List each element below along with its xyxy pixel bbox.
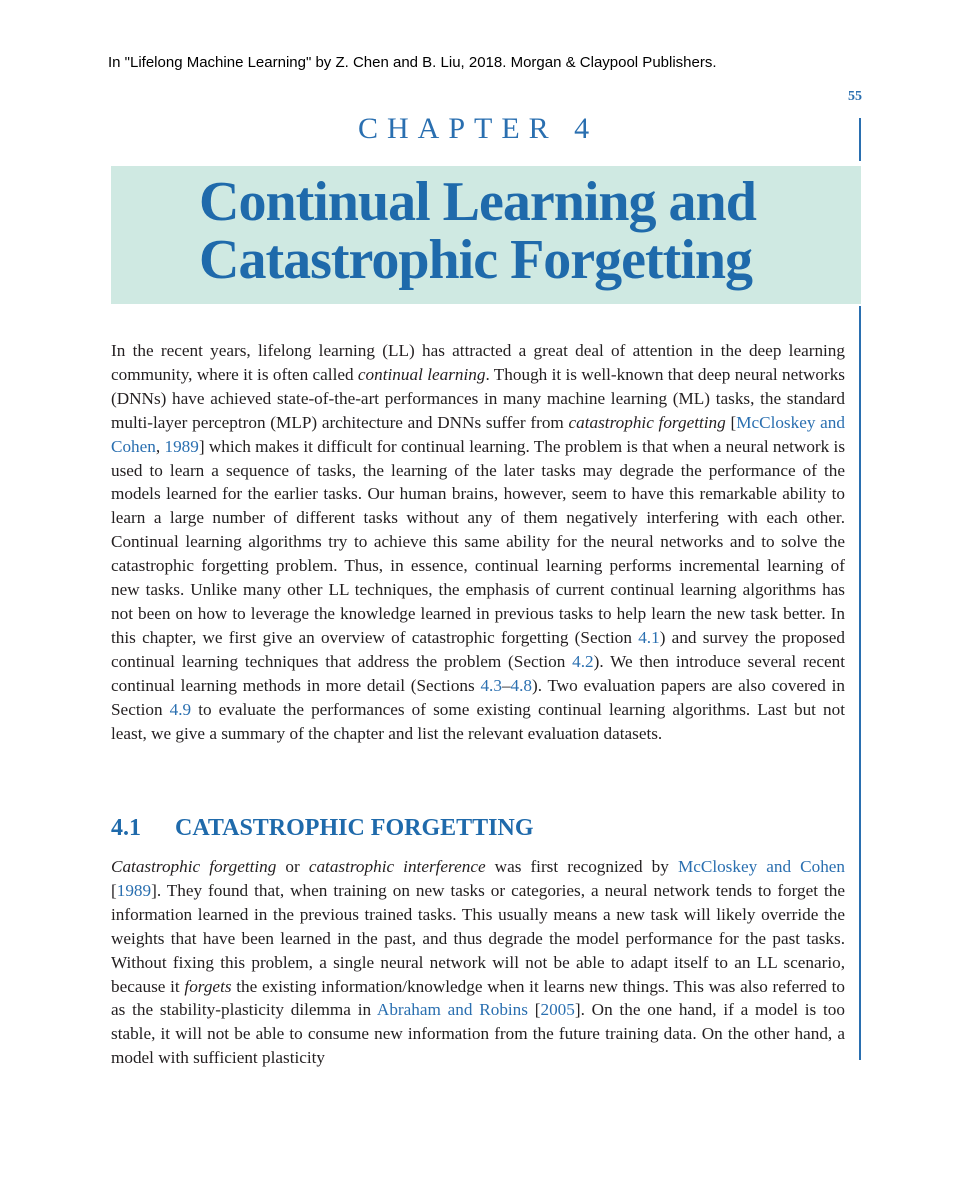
citation-header: In "Lifelong Machine Learning" by Z. Chen and B. Liu, 2018. Morgan & Claypool Publishers.	[108, 54, 717, 71]
citation-year-link[interactable]: 1989	[164, 436, 199, 456]
citation-year-link[interactable]: 2005	[540, 1000, 575, 1020]
chapter-title-line-1: Continual Learning and	[199, 171, 756, 233]
section-title: CATASTROPHIC FORGETTING	[175, 815, 534, 841]
margin-rule-top	[859, 118, 861, 161]
intro-paragraph: In the recent years, lifelong learning (LL) has attracted a great deal of attention in the deep learning community, where it is often called continual learning. Though it is well-known that deep neural networks (DNNs) have achieved state-of-the-art performances in many machine learning (ML) tasks, the standard multi-layer perceptron (MLP) architecture and DNNs suffer from catastrophic forgetting [McCloskey and Cohen, 1989] which makes it difficult for continual learning. The problem is that when a neural network is used to learn a sequence of tasks, the learning of the later tasks may degrade the performance of the models learned for the earlier tasks. Our human brains, however, seem to have this remarkable ability to learn a large number of different tasks without any of them negatively interfering with each other. Continual learning algorithms try to achieve this same ability for the neural networks and to solve the catastrophic forgetting problem. Thus, in essence, continual learning performs incremental learning of new tasks. Unlike many other LL techniques, the emphasis of current continual learning algorithms has not been on how to leverage the knowledge learned in previous tasks to help learn the new task better. In this chapter, we first give an overview of catastrophic forgetting (Section 4.1) and survey the proposed continual learning techniques that address the problem (Section 4.2). We then introduce several recent continual learning methods in more detail (Sections 4.3–4.8). Two evaluation papers are also covered in Section 4.9 to evaluate the performances of some existing continual learning algorithms. Last but not least, we give a summary of the chapter and list the relevant evaluation datasets.	[111, 341, 846, 743]
section-number: 4.1	[111, 815, 141, 841]
margin-rule-main	[859, 306, 861, 1060]
section-paragraph: Catastrophic forgetting or catastrophic interference was first recognized by McCloskey and Cohen [1989]. They found that, when training on new tasks or categories, a neural network tends to forget the information learned in the previous trained tasks. This usually means a new task will likely override the weights that have been learned in the past, and thus degrade the model performance for the past tasks. Without fixing this problem, a single neural network will not be able to adapt itself to an LL scenario, because it forgets the existing information/knowledge when it learns new things. This was also referred to as the stability-plasticity dilemma in Abraham and Robins [2005]. On the one hand, if a model is too stable, it will not be able to consume new information from the future training data. On the other hand, a model with sufficient plasticity	[111, 857, 846, 1068]
chapter-title-line-2: Catastrophic Forgetting	[199, 229, 752, 291]
citation-year-link[interactable]: 1989	[116, 880, 152, 900]
citation-link[interactable]: Abraham and Robins	[376, 1000, 528, 1020]
citation-link[interactable]: McCloskey and Cohen	[111, 412, 845, 456]
section-ref-link[interactable]: 4.9	[169, 699, 192, 719]
section-ref-link[interactable]: 4.3	[480, 675, 502, 695]
page-number: 55	[848, 89, 862, 104]
citation-link[interactable]: McCloskey and Cohen	[677, 857, 846, 876]
section-ref-link[interactable]: 4.1	[638, 627, 660, 647]
section-ref-link[interactable]: 4.8	[510, 675, 533, 695]
section-heading	[111, 815, 811, 842]
chapter-label: CHAPTER 4	[358, 112, 599, 145]
section-ref-link[interactable]: 4.2	[572, 651, 594, 671]
